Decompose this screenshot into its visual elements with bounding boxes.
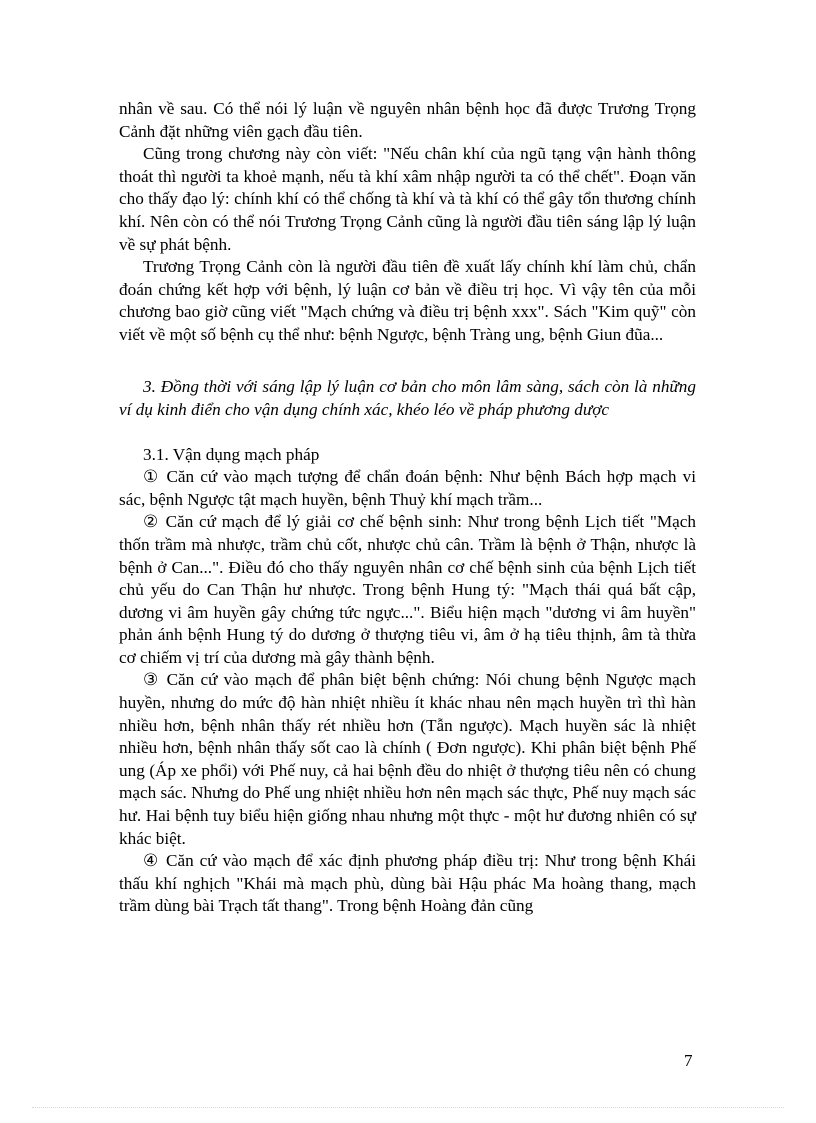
footer-divider: [32, 1107, 784, 1108]
paragraph-continuation: nhân về sau. Có thể nói lý luận về nguyên nhân bệnh học đã được Trương Trọng Cảnh đặt những viên gạch đầu tiên.: [119, 99, 696, 141]
list-item-2: ② Căn cứ mạch để lý giải cơ chế bệnh sinh: Như trong bệnh Lịch tiết "Mạch thốn trầm mà nhược, trầm chủ cốt, nhược chủ cân. Trầm là bệnh ở Thận, nhược là bệnh ở Can...". Điều đó cho thấy nguyên nhân cơ chế bệnh sinh của bệnh Lịch tiết chủ yếu do Can Thận hư nhược. Trong bệnh Hung tý: "Mạch thái quá bất cập, dương vi âm huyền gây chứng tức ngực...". Biểu hiện mạch "dương vi âm huyền" phản ánh bệnh Hung tý do dương ở thượng tiêu vi, âm ở hạ tiêu thịnh, âm tà thừa cơ chiếm vị trí của dương mà gây thành bệnh.: [119, 512, 696, 667]
paragraph-chan-khi: Cũng trong chương này còn viết: "Nếu chân khí của ngũ tạng vận hành thông thoát thì người ta khoẻ mạnh, nếu tà khí xâm nhập người ta có thể chết". Đoạn văn cho thấy đạo lý: chính khí có thể chống tà khí và tà khí có thể gây tổn thương chính khí. Nên còn có thể nói Trương Trọng Cảnh cũng là người đầu tiên sáng lập lý luận về sự phát bệnh.: [119, 144, 696, 254]
paragraph-chinh-khi: Trương Trọng Cảnh còn là người đầu tiên đề xuất lấy chính khí làm chủ, chẩn đoán chứng kết hợp với bệnh, lý luận cơ bản về điều trị học. Vì vậy tên của mỗi chương bao giờ cũng viết "Mạch chứng và điều trị bệnh xxx". Sách "Kim quỹ" còn viết về một số bệnh cụ thể như: bệnh Ngược, bệnh Tràng ung, bệnh Giun đũa...: [119, 257, 696, 344]
subsection-heading: 3.1. Vận dụng mạch pháp: [143, 444, 320, 464]
document-page: [119, 98, 696, 918]
list-item-1: ① Căn cứ vào mạch tượng để chẩn đoán bệnh: Như bệnh Bách hợp mạch vi sác, bệnh Ngược tật mạch huyền, bệnh Thuỷ khí mạch trầm...: [119, 467, 696, 509]
list-item-4: ④ Căn cứ vào mạch để xác định phương pháp điều trị: Như trong bệnh Khái thấu khí nghịch "Khái mà mạch phù, dùng bài Hậu phác Ma hoàng thang, mạch trầm dùng bài Trạch tất thang". Trong bệnh Hoàng đản cũng: [119, 851, 696, 916]
page-number: 7: [684, 1051, 693, 1070]
list-item-3: ③ Căn cứ vào mạch để phân biệt bệnh chứng: Nói chung bệnh Ngược mạch huyền, nhưng do mức độ hàn nhiệt nhiều ít khác nhau nên mạch huyền trì thì hàn nhiều hơn, bệnh nhân thấy rét nhiều hơn (Tẫn ngược). Mạch huyền sác là nhiệt nhiều hơn, bệnh nhân thấy sốt cao là chính ( Đơn ngược). Khi phân biệt bệnh Phế ung (Áp xe phổi) với Phế nuy, cả hai bệnh đều do nhiệt ở thượng tiêu nên có chung mạch sác. Nhưng do Phế ung nhiệt nhiều hơn nên mạch sác thực, Phế nuy mạch sác hư. Hai bệnh tuy biểu hiện giống nhau nhưng một thực - một hư đương nhiên có sự khác biệt.: [119, 670, 696, 848]
section-heading: 3. Đồng thời với sáng lập lý luận cơ bản cho môn lâm sàng, sách còn là những ví dụ kinh điển cho vận dụng chính xác, khéo léo về pháp phương dược: [119, 376, 696, 420]
